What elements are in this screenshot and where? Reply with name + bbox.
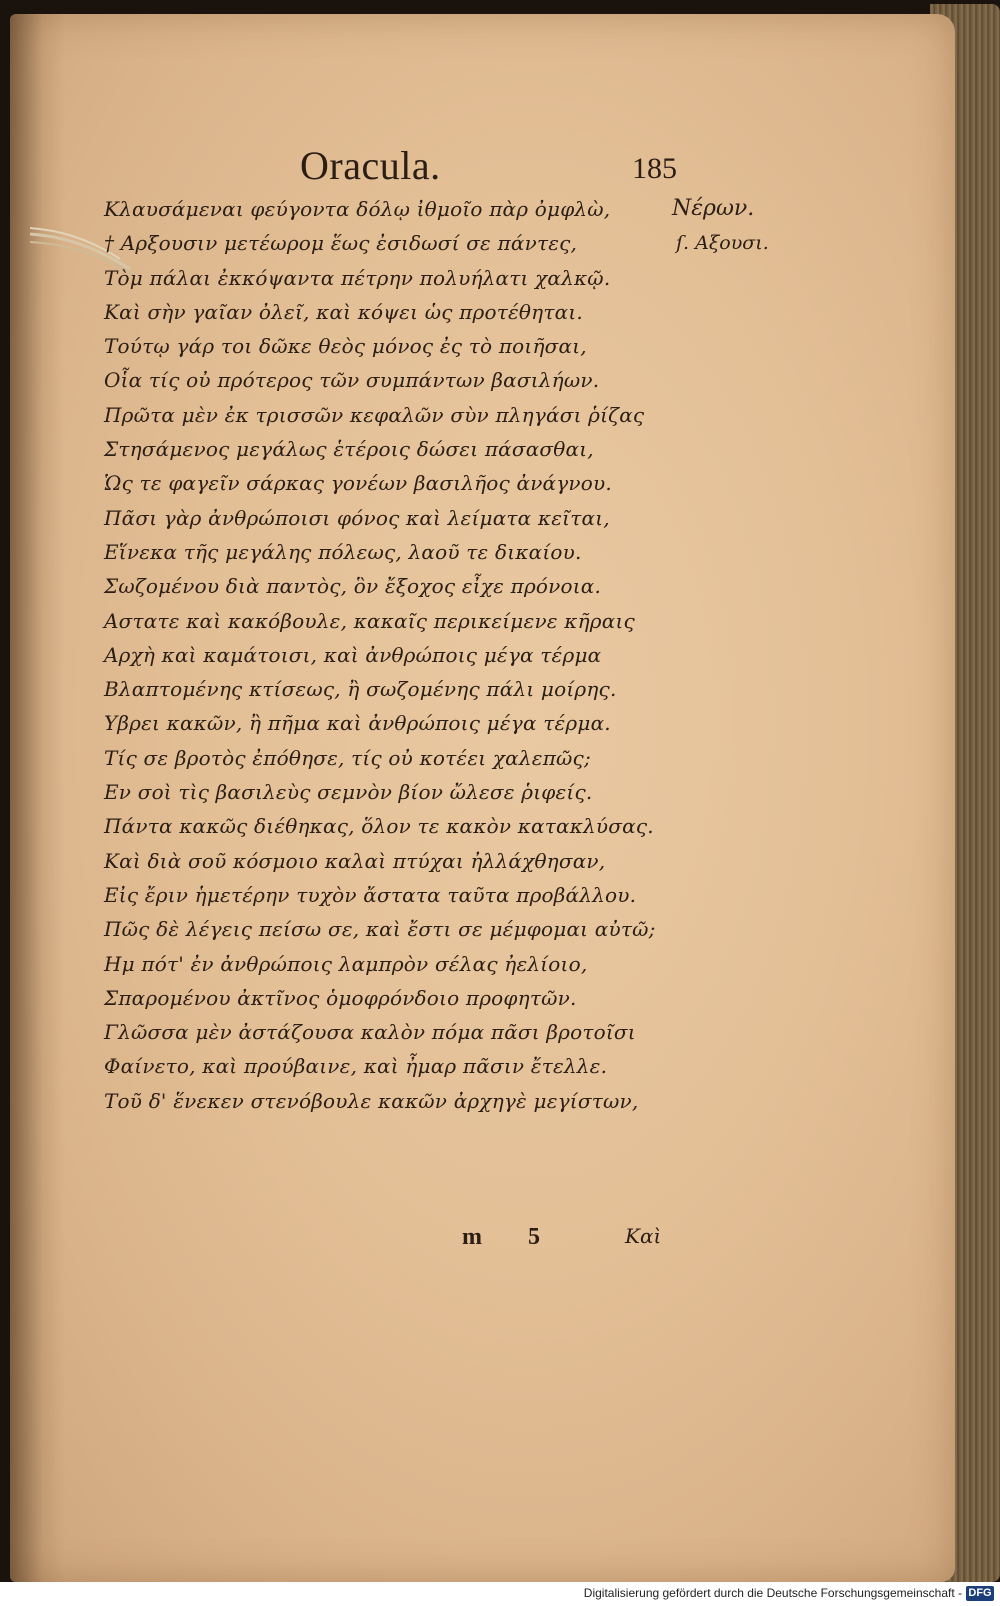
signature-mark: m 5 bbox=[462, 1224, 540, 1250]
verse-line: Εν σοὶ τὶς βασιλεὺς σεμνὸν βίον ὤλεσε ῥιφείς. bbox=[104, 780, 593, 805]
greek-verse-text bbox=[104, 192, 704, 1118]
verse-line: Τὸμ πάλαι ἐκκόψαντα πέτρην πολυήλατι χαλκῷ. bbox=[104, 265, 611, 290]
verse-line: Εἰς ἔριν ἡμετέρην τυχὸν ἄστατα ταῦτα προβάλλου. bbox=[104, 882, 637, 907]
page-footer bbox=[10, 1224, 955, 1264]
verse-line: Πᾶσι γὰρ ἀνθρώποισι φόνος καὶ λείματα κεῖται, bbox=[104, 505, 610, 530]
verse-line: † Αρξουσιν μετέωρομ ἕως ἐσιδωσί σε πάντες, bbox=[104, 231, 578, 256]
verse-line: Γλῶσσα μὲν ἀστάζουσα καλὸν πόμα πᾶσι βροτοῖσι bbox=[104, 1020, 636, 1045]
book-page bbox=[10, 14, 955, 1582]
margin-note-neron: Νέρων. bbox=[672, 196, 755, 221]
verse-line: Σπαρομένου ἀκτῖνος ὁμοφρόνδοιο προφητῶν. bbox=[104, 985, 577, 1010]
verse-line: Καὶ σὴν γαῖαν ὀλεῖ, καὶ κόψει ὡς προτέθηται. bbox=[104, 299, 583, 324]
verse-line: Τίς σε βροτὸς ἐπόθησε, τίς οὐ κοτέει χαλεπῶς; bbox=[104, 745, 591, 770]
catchword: Καὶ bbox=[625, 1224, 662, 1248]
verse-line: Ὡς τε φαγεῖν σάρκας γονέων βασιλῆος ἀνάγνου. bbox=[104, 471, 612, 496]
verse-line: Οἷα τίς οὐ πρότερος τῶν συμπάντων βασιλήων. bbox=[104, 368, 600, 393]
verse-line: Αρχὴ καὶ καμάτοισι, καὶ ἀνθρώποις μέγα τέρμα bbox=[104, 642, 602, 667]
verse-line: Πάντα κακῶς διέθηκας, ὅλον τε κακὸν κατακλύσας. bbox=[104, 814, 654, 839]
page-header bbox=[10, 132, 955, 192]
dfg-logo-icon: DFG bbox=[966, 1586, 994, 1601]
verse-line: Εἵνεκα τῆς μεγάλης πόλεως, λαοῦ τε δικαίου. bbox=[104, 539, 582, 564]
verse-line: Πῶς δὲ λέγεις πείσω σε, καὶ ἔστι σε μέμφομαι αὐτῶ; bbox=[104, 917, 656, 942]
verse-line: Πρῶτα μὲν ἐκ τρισσῶν κεφαλῶν σὺν πληγάσι ῥίζας bbox=[104, 402, 645, 427]
verse-line: Αστατε καὶ κακόβουλε, κακαῖς περικείμενε κῆραις bbox=[104, 608, 635, 633]
verse-line: Κλαυσάμεναι φεύγοντα δόλῳ ἰθμοῖο πὰρ ὀμφλὼ, bbox=[104, 197, 611, 221]
verse-line: Τούτῳ γάρ τοι δῶκε θεὸς μόνος ἐς τὸ ποιῆσαι, bbox=[104, 334, 587, 359]
verse-line: Φαίνετο, καὶ προύβαινε, καὶ ἦμαρ πᾶσιν ἔτελλε. bbox=[104, 1054, 608, 1079]
verse-line: Σωζομένου διὰ παντὸς, ὃν ἔξοχος εἶχε πρόνοια. bbox=[104, 574, 602, 599]
margin-note-variant: ſ. Αξουσι. bbox=[676, 232, 769, 254]
page-number: 185 bbox=[632, 152, 677, 185]
verse-line: Βλαπτομένης κτίσεως, ἢ σωζομένης πάλι μοίρης. bbox=[104, 677, 617, 702]
verse-line: Καὶ διὰ σοῦ κόσμοιο καλαὶ πτύχαι ἠλλάχθησαν, bbox=[104, 848, 606, 873]
digitization-credit-bar bbox=[0, 1582, 1000, 1606]
verse-line: Ημ πότ' ἐν ἀνθρώποις λαμπρὸν σέλας ἠελίοιο, bbox=[104, 951, 588, 976]
verse-line: Στησάμενος μεγάλως ἑτέροις δώσει πάσασθαι, bbox=[104, 437, 594, 462]
running-title: Oracula. bbox=[300, 143, 441, 188]
verse-line: Τοῦ δ' ἕνεκεν στενόβουλε κακῶν ἀρχηγὲ μεγίστων, bbox=[104, 1088, 639, 1113]
verse-line: Υβρει κακῶν, ἢ πῆμα καὶ ἀνθρώποις μέγα τέρμα. bbox=[104, 711, 611, 736]
digitization-credit: Digitalisierung gefördert durch die Deutsche Forschungsgemeinschaft - bbox=[583, 1586, 962, 1600]
